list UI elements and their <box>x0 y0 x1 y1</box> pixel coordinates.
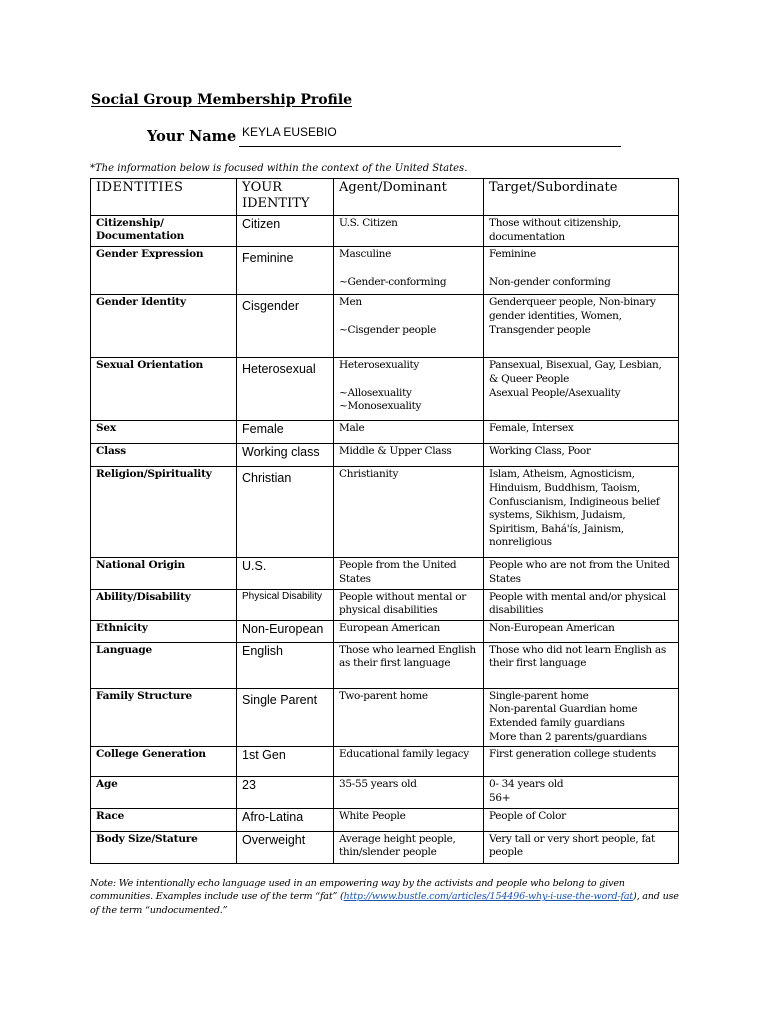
table-header-row <box>91 179 679 216</box>
table-row <box>91 589 679 620</box>
table-row <box>91 831 679 863</box>
identity-category: National Origin <box>91 558 237 589</box>
target-subordinate: First generation college students <box>484 747 679 777</box>
target-subordinate: Genderqueer people, Non-binary gender identities, Women, Transgender people <box>484 295 679 358</box>
agent-dominant: Men ~Cisgender people <box>334 295 484 358</box>
table-row <box>91 688 679 747</box>
agent-dominant: Christianity <box>334 467 484 558</box>
table-body <box>91 216 679 864</box>
identity-category: Age <box>91 777 237 808</box>
target-subordinate: Islam, Atheism, Agnosticism, Hinduism, Buddhism, Taoism, Confuscianism, Indigineous belief systems, Sikhism, Judaism, Spiritism, Bahá'ís, Jainism, nonreligious <box>484 467 679 558</box>
target-subordinate: People of Color <box>484 808 679 831</box>
your-identity-field[interactable]: Christian <box>237 467 334 558</box>
your-identity-field[interactable]: Overweight <box>237 831 334 863</box>
name-underline <box>239 146 621 147</box>
agent-dominant: 35-55 years old <box>334 777 484 808</box>
identity-category: Race <box>91 808 237 831</box>
your-identity-field[interactable]: Citizen <box>237 216 334 247</box>
context-note: *The information below is focused within the context of the United States. <box>90 163 468 174</box>
header-agent-dominant: Agent/Dominant <box>334 179 484 216</box>
identity-category: Gender Identity <box>91 295 237 358</box>
footnote <box>90 877 680 917</box>
document-title: Social Group Membership Profile <box>91 92 353 108</box>
your-identity-field[interactable]: Single Parent <box>237 688 334 747</box>
agent-dominant: Masculine ~Gender-conforming <box>334 247 484 295</box>
footnote-text-end: ), and use of the term “undocumented.” <box>90 891 679 916</box>
your-identity-field[interactable]: Heterosexual <box>237 358 334 421</box>
your-identity-field[interactable]: 23 <box>237 777 334 808</box>
agent-dominant: Heterosexuality ~Allosexuality ~Monosexuality <box>334 358 484 421</box>
identity-table <box>90 178 679 864</box>
your-identity-field[interactable]: Non-European <box>237 620 334 642</box>
your-identity-field[interactable]: Female <box>237 421 334 444</box>
identity-category: Gender Expression <box>91 247 237 295</box>
table-row <box>91 642 679 688</box>
identity-category: Body Size/Stature <box>91 831 237 863</box>
table-row <box>91 747 679 777</box>
identity-category: Ethnicity <box>91 620 237 642</box>
your-identity-field[interactable]: Working class <box>237 444 334 467</box>
target-subordinate: 0- 34 years old 56+ <box>484 777 679 808</box>
agent-dominant: People from the United States <box>334 558 484 589</box>
agent-dominant: Educational family legacy <box>334 747 484 777</box>
table-row <box>91 247 679 295</box>
agent-dominant: Two-parent home <box>334 688 484 747</box>
agent-dominant: People without mental or physical disabilities <box>334 589 484 620</box>
identity-category: Class <box>91 444 237 467</box>
table-row <box>91 620 679 642</box>
target-subordinate: People who are not from the United States <box>484 558 679 589</box>
target-subordinate: Those who did not learn English as their first language <box>484 642 679 688</box>
identity-category: Sexual Orientation <box>91 358 237 421</box>
agent-dominant: White People <box>334 808 484 831</box>
target-subordinate: Female, Intersex <box>484 421 679 444</box>
table-row <box>91 808 679 831</box>
your-identity-field[interactable]: Cisgender <box>237 295 334 358</box>
table-row <box>91 558 679 589</box>
header-identities: IDENTITIES <box>91 179 237 216</box>
agent-dominant: Male <box>334 421 484 444</box>
your-identity-field[interactable]: 1st Gen <box>237 747 334 777</box>
table-row <box>91 216 679 247</box>
table-row <box>91 777 679 808</box>
agent-dominant: U.S. Citizen <box>334 216 484 247</box>
target-subordinate: Pansexual, Bisexual, Gay, Lesbian, & Queer People Asexual People/Asexuality <box>484 358 679 421</box>
your-identity-field[interactable]: U.S. <box>237 558 334 589</box>
agent-dominant: Average height people, thin/slender people <box>334 831 484 863</box>
identity-category: Religion/Spirituality <box>91 467 237 558</box>
target-subordinate: Feminine Non-gender conforming <box>484 247 679 295</box>
footnote-text: Note: We intentionally echo language used in an empowering way by the activists and people who belong to given communities. Examples include use of the term “fat” ( <box>90 878 625 903</box>
identity-category: Sex <box>91 421 237 444</box>
agent-dominant: European American <box>334 620 484 642</box>
your-identity-field[interactable]: Physical Disability <box>237 589 334 620</box>
agent-dominant: Middle & Upper Class <box>334 444 484 467</box>
table-row <box>91 295 679 358</box>
your-identity-field[interactable]: Afro-Latina <box>237 808 334 831</box>
identity-category: Ability/Disability <box>91 589 237 620</box>
name-label: Your Name <box>147 128 237 145</box>
header-target-subordinate: Target/Subordinate <box>484 179 679 216</box>
your-identity-field[interactable]: English <box>237 642 334 688</box>
table-row <box>91 421 679 444</box>
header-your-identity: YOUR IDENTITY <box>237 179 334 216</box>
target-subordinate: Those without citizenship, documentation <box>484 216 679 247</box>
identity-category: Family Structure <box>91 688 237 747</box>
identity-category: College Generation <box>91 747 237 777</box>
footnote-link[interactable]: http://www.bustle.com/articles/154496-why-i-use-the-word-fat <box>343 891 634 903</box>
identity-category: Citizenship/ Documentation <box>91 216 237 247</box>
target-subordinate: People with mental and/or physical disabilities <box>484 589 679 620</box>
target-subordinate: Non-European American <box>484 620 679 642</box>
table-row <box>91 444 679 467</box>
identity-category: Language <box>91 642 237 688</box>
your-identity-field[interactable]: Feminine <box>237 247 334 295</box>
target-subordinate: Working Class, Poor <box>484 444 679 467</box>
table-row <box>91 358 679 421</box>
table-row <box>91 467 679 558</box>
target-subordinate: Very tall or very short people, fat people <box>484 831 679 863</box>
target-subordinate: Single-parent home Non-parental Guardian home Extended family guardians More than 2 parents/guardians <box>484 688 679 747</box>
name-field[interactable]: KEYLA EUSEBIO <box>242 125 337 139</box>
agent-dominant: Those who learned English as their first language <box>334 642 484 688</box>
